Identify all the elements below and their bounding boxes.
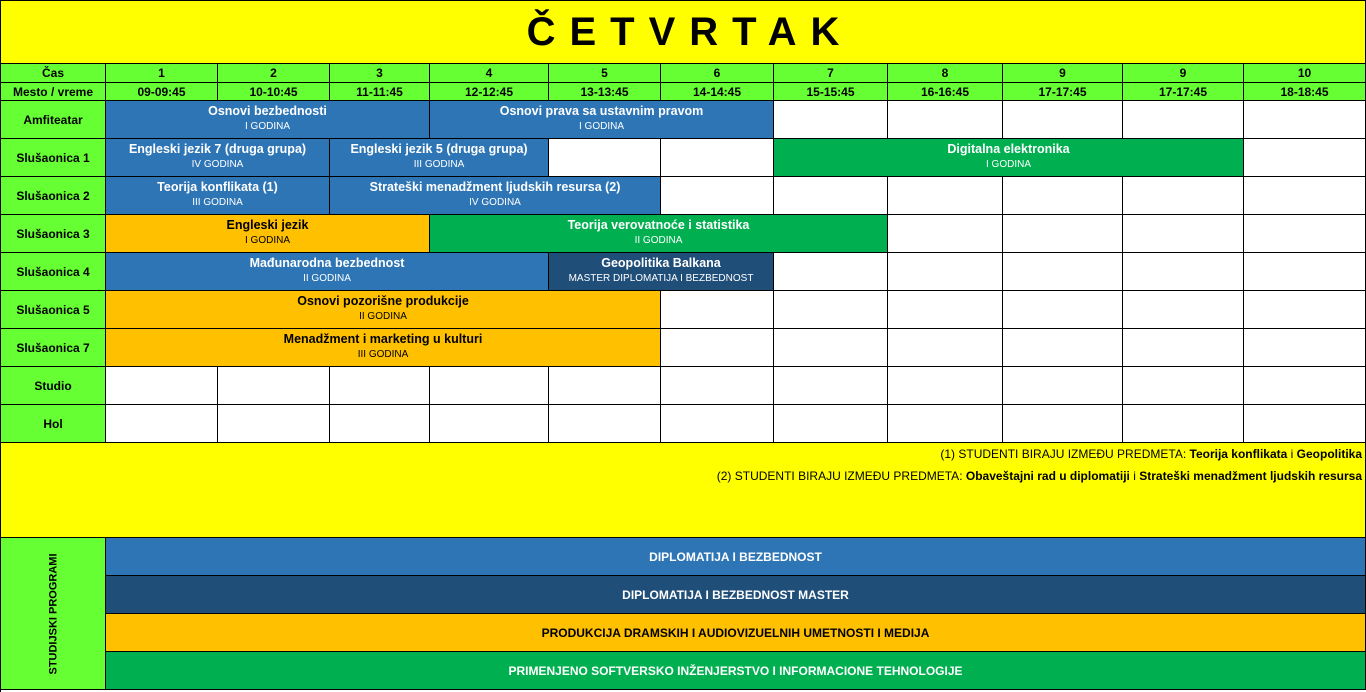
period-number: 10: [1244, 64, 1366, 83]
empty-slot[interactable]: [1123, 101, 1244, 139]
lesson-block[interactable]: [330, 139, 549, 177]
lesson-year: MASTER DIPLOMATIJA I BEZBEDNOST: [568, 273, 754, 284]
room-label: Slušaonica 4: [1, 253, 106, 291]
period-time: 16-16:45: [888, 83, 1003, 101]
empty-slot[interactable]: [774, 367, 888, 405]
program-legend-row: PRIMENJENO SOFTVERSKO INŽENJERSTVO I INFORMACIONE TEHNOLOGIJE: [106, 652, 1366, 690]
period-time: 12-12:45: [430, 83, 549, 101]
period-time: 14-14:45: [661, 83, 774, 101]
empty-slot[interactable]: [1123, 329, 1244, 367]
lesson-block[interactable]: [430, 215, 888, 253]
period-time: 13-13:45: [549, 83, 661, 101]
footnote-prefix: (1) STUDENTI BIRAJU IZMEĐU PREDMETA:: [940, 447, 1190, 461]
footnote-subject-b: Geopolitika: [1296, 447, 1362, 461]
lesson-year: III GODINA: [192, 197, 243, 208]
empty-slot[interactable]: [1003, 329, 1123, 367]
empty-slot[interactable]: [1244, 215, 1366, 253]
period-number: 7: [774, 64, 888, 83]
lesson-year: II GODINA: [359, 311, 407, 322]
empty-slot[interactable]: [549, 139, 661, 177]
period-time: 11-11:45: [330, 83, 430, 101]
study-programs-label-text: STUDIJSKI PROGRAMI: [47, 552, 60, 675]
lesson-block[interactable]: [430, 101, 774, 139]
lesson-block[interactable]: [106, 215, 430, 253]
empty-slot[interactable]: [888, 405, 1003, 443]
empty-slot[interactable]: [549, 405, 661, 443]
program-legend-row: DIPLOMATIJA I BEZBEDNOST MASTER: [106, 576, 1366, 614]
page-title: ČETVRTAK: [1, 1, 1366, 64]
empty-slot[interactable]: [1244, 101, 1366, 139]
cas-label: Čas: [1, 64, 106, 83]
footnote-connector: i: [1129, 469, 1140, 483]
room-label: Studio: [1, 367, 106, 405]
lesson-subject: Engleski jezik 5 (druga grupa): [350, 142, 528, 156]
empty-slot[interactable]: [888, 101, 1003, 139]
lesson-subject: Strateški menadžment ljudskih resursa (2): [369, 180, 621, 194]
lesson-year: I GODINA: [985, 159, 1031, 170]
footnote-subject-a: Obaveštajni rad u diplomatiji: [965, 469, 1130, 483]
empty-slot[interactable]: [1003, 367, 1123, 405]
period-time: 18-18:45: [1244, 83, 1366, 101]
empty-slot[interactable]: [549, 367, 661, 405]
empty-slot[interactable]: [661, 367, 774, 405]
empty-slot[interactable]: [106, 405, 218, 443]
period-number: 9: [1123, 64, 1244, 83]
lesson-block[interactable]: [106, 253, 549, 291]
period-time: 17-17:45: [1123, 83, 1244, 101]
empty-slot[interactable]: [1003, 101, 1123, 139]
lesson-year: I GODINA: [244, 235, 290, 246]
empty-slot[interactable]: [430, 367, 549, 405]
empty-slot[interactable]: [1123, 405, 1244, 443]
empty-slot[interactable]: [1123, 367, 1244, 405]
empty-slot[interactable]: [1244, 329, 1366, 367]
empty-slot[interactable]: [774, 405, 888, 443]
period-time: 15-15:45: [774, 83, 888, 101]
period-number: 5: [549, 64, 661, 83]
lesson-subject: Engleski jezik 7 (druga grupa): [128, 142, 307, 156]
lesson-year: I GODINA: [244, 121, 290, 132]
lesson-year: II GODINA: [303, 273, 351, 284]
empty-slot[interactable]: [774, 329, 888, 367]
empty-slot[interactable]: [1244, 253, 1366, 291]
lesson-block[interactable]: [106, 177, 330, 215]
study-programs-label: [1, 538, 106, 690]
period-number: 2: [218, 64, 330, 83]
lesson-year: I GODINA: [578, 121, 624, 132]
lesson-subject: Osnovi prava sa ustavnim pravom: [499, 104, 704, 118]
period-time: 09-09:45: [106, 83, 218, 101]
empty-slot[interactable]: [888, 329, 1003, 367]
lesson-subject: Menadžment i marketing u kulturi: [283, 332, 483, 346]
empty-slot[interactable]: [430, 405, 549, 443]
footnote-line: [1, 445, 1362, 467]
lesson-subject: Digitalna elektronika: [947, 142, 1070, 156]
empty-slot[interactable]: [774, 177, 888, 215]
room-label: Slušaonica 1: [1, 139, 106, 177]
empty-slot[interactable]: [1003, 405, 1123, 443]
empty-slot[interactable]: [1003, 253, 1123, 291]
lesson-subject: Osnovi pozorišne produkcije: [297, 294, 469, 308]
lesson-block[interactable]: [106, 329, 661, 367]
empty-slot[interactable]: [774, 101, 888, 139]
empty-slot[interactable]: [774, 253, 888, 291]
empty-slot[interactable]: [218, 367, 330, 405]
empty-slot[interactable]: [888, 253, 1003, 291]
empty-slot[interactable]: [1244, 291, 1366, 329]
lesson-block[interactable]: [106, 291, 661, 329]
footnote-subject-a: Teorija konflikata: [1189, 447, 1288, 461]
empty-slot[interactable]: [661, 177, 774, 215]
lesson-block[interactable]: [774, 139, 1244, 177]
period-number: 8: [888, 64, 1003, 83]
lesson-block[interactable]: [330, 177, 661, 215]
empty-slot[interactable]: [661, 405, 774, 443]
empty-slot[interactable]: [1244, 367, 1366, 405]
empty-slot[interactable]: [661, 329, 774, 367]
lesson-subject: Geopolitika Balkana: [601, 256, 721, 270]
period-time: 17-17:45: [1003, 83, 1123, 101]
empty-slot[interactable]: [888, 215, 1003, 253]
empty-slot[interactable]: [661, 139, 774, 177]
empty-slot[interactable]: [888, 367, 1003, 405]
lesson-block[interactable]: [106, 101, 430, 139]
lesson-year: III GODINA: [357, 349, 409, 360]
period-number: 9: [1003, 64, 1123, 83]
empty-slot[interactable]: [1123, 215, 1244, 253]
footnote-prefix: (2) STUDENTI BIRAJU IZMEĐU PREDMETA:: [716, 469, 966, 483]
room-label: Slušaonica 5: [1, 291, 106, 329]
room-label: Hol: [1, 405, 106, 443]
lesson-year: IV GODINA: [469, 197, 521, 208]
footnote-connector: i: [1287, 447, 1297, 461]
room-label: Slušaonica 3: [1, 215, 106, 253]
mesto-vreme-label: Mesto / vreme: [1, 83, 106, 101]
empty-slot[interactable]: [330, 367, 430, 405]
empty-slot[interactable]: [1123, 253, 1244, 291]
empty-slot[interactable]: [888, 291, 1003, 329]
empty-slot[interactable]: [330, 405, 430, 443]
empty-slot[interactable]: [106, 367, 218, 405]
lesson-subject: Engleski jezik: [226, 218, 309, 232]
empty-slot[interactable]: [888, 177, 1003, 215]
empty-slot[interactable]: [1003, 291, 1123, 329]
program-legend-row: DIPLOMATIJA I BEZBEDNOST: [106, 538, 1366, 576]
lesson-year: IV GODINA: [191, 159, 244, 170]
empty-slot[interactable]: [1244, 177, 1366, 215]
lesson-subject: Osnovi bezbednosti: [208, 104, 327, 118]
program-legend-row: PRODUKCIJA DRAMSKIH I AUDIOVIZUELNIH UMETNOSTI I MEDIJA: [106, 614, 1366, 652]
period-number: 1: [106, 64, 218, 83]
empty-slot[interactable]: [1123, 177, 1244, 215]
lesson-year: II GODINA: [634, 235, 683, 246]
lesson-subject: Teorija konflikata (1): [157, 180, 278, 194]
empty-slot[interactable]: [661, 291, 774, 329]
empty-slot[interactable]: [1244, 139, 1366, 177]
period-number: 4: [430, 64, 549, 83]
period-time: 10-10:45: [218, 83, 330, 101]
empty-slot[interactable]: [1244, 405, 1366, 443]
empty-slot[interactable]: [218, 405, 330, 443]
empty-slot[interactable]: [1003, 215, 1123, 253]
lesson-subject: Teorija verovatnoće i statistika: [567, 218, 750, 232]
lesson-block[interactable]: [106, 139, 330, 177]
empty-slot[interactable]: [1123, 291, 1244, 329]
empty-slot[interactable]: [774, 291, 888, 329]
room-label: Amfiteatar: [1, 101, 106, 139]
footnote-line: [1, 467, 1362, 489]
room-label: Slušaonica 2: [1, 177, 106, 215]
lesson-year: III GODINA: [413, 159, 465, 170]
lesson-subject: Mađunarodna bezbednost: [249, 256, 405, 270]
period-number: 6: [661, 64, 774, 83]
room-label: Slušaonica 7: [1, 329, 106, 367]
footnotes: [1, 443, 1366, 538]
lesson-block[interactable]: [549, 253, 774, 291]
footnote-subject-b: Strateški menadžment ljudskih resursa: [1139, 469, 1362, 483]
empty-slot[interactable]: [1003, 177, 1123, 215]
period-number: 3: [330, 64, 430, 83]
